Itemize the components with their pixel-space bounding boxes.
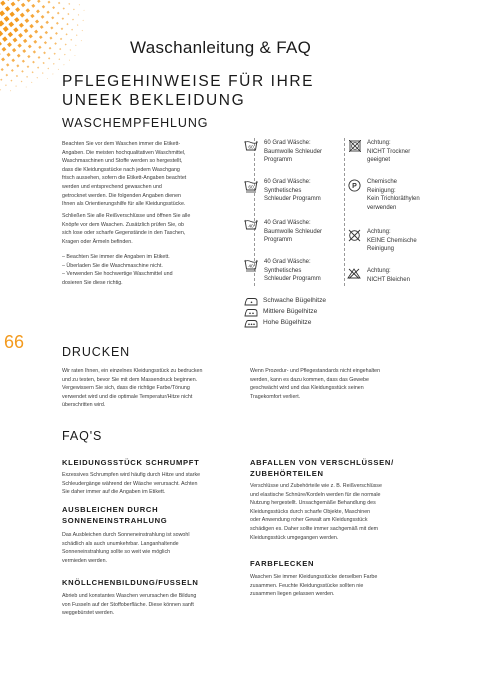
- title-line: KNÖLLCHENBILDUNG/FUSSELN: [62, 578, 199, 587]
- text-line: Tragekomfort verliert.: [250, 393, 301, 400]
- faq-heading: FAQ'S: [62, 429, 103, 443]
- text-line: sich lose oder scharfe Gegenstände in den Taschen,: [62, 230, 186, 237]
- text-line: verwendet wird und die optimale Temperatur/Hitze nicht: [62, 393, 193, 400]
- text-line: Schließen Sie alle Reißverschlüsse und öffnen Sie alle: [62, 213, 191, 219]
- svg-text:60: 60: [248, 145, 254, 151]
- text-line: weggebürstet werden.: [62, 610, 115, 617]
- svg-text:40: 40: [248, 224, 254, 230]
- text-line: verwenden: [367, 204, 397, 211]
- wash-60-synthetic-icon: [244, 180, 258, 193]
- bullet-item: – Verwenden Sie hochwertige Waschmittel und: [62, 271, 173, 278]
- text-line: Kleidungsstück umgegangen werden.: [250, 534, 339, 541]
- wash-heading: WASCHEMPFEHLUNG: [62, 116, 209, 130]
- text-line: von Fusseln auf der Stoffoberfläche. Diese können sanft: [62, 601, 194, 608]
- wash-symbol-text: [264, 219, 322, 245]
- text-line: und zu testen, bevor Sie mit dem Massendruck beginnen.: [62, 376, 198, 383]
- text-line: Waschen Sie immer Kleidungsstücke derselben Farbe: [250, 574, 378, 580]
- title-line: FARBFLECKEN: [250, 559, 315, 568]
- text-line: Knöpfe vor dem Waschen. Zusätzlich prüfen Sie, ob: [62, 221, 184, 228]
- text-line: Angaben. Die meisten hochqualitativen Waschmittel,: [62, 149, 186, 156]
- text-line: werden, kann es dazu kommen, dass das Gewebe: [250, 376, 369, 383]
- faq-question-title: [62, 457, 199, 468]
- text-line: Achtung:: [367, 229, 391, 235]
- wash-symbol-text: [264, 178, 321, 204]
- text-line: KEINE Chemische: [367, 237, 417, 244]
- text-line: Exzessives Schrumpfen wird häufig durch Hitze und starke: [62, 472, 201, 478]
- text-line: Wir raten Ihnen, ein einzelnes Kleidungsstück zu bedrucken: [62, 368, 203, 374]
- svg-text:40: 40: [248, 264, 254, 270]
- bullet-item: – Beachten Sie immer die Angaben im Etikett.: [62, 254, 170, 260]
- text-line: Chemische: [367, 179, 398, 185]
- text-line: Sonneneinstrahlung sollte so weit wie möglich: [62, 549, 171, 556]
- print-left-text: [62, 367, 240, 410]
- text-line: Abrieb und konstantes Waschen verursachen die Bildung: [62, 593, 197, 599]
- text-line: Achtung:: [367, 140, 391, 146]
- care-heading: [62, 72, 362, 110]
- iron-high-icon: [244, 319, 258, 328]
- bullet-item: – Überladen Sie die Waschmaschine nicht.: [62, 262, 163, 269]
- faq-question-title: [62, 577, 199, 588]
- care-heading-line: PFLEGEHINWEISE FÜR IHRE: [62, 73, 315, 90]
- faq-question-title: [250, 457, 394, 479]
- title-line: AUSBLEICHEN DURCH: [62, 505, 159, 514]
- text-line: geschwächt wird und das Kleidungsstück seinen: [250, 385, 364, 392]
- iron-label: Hohe Bügelhitze: [263, 319, 312, 326]
- bullet-item: dosieren Sie diese richtig.: [62, 279, 123, 286]
- text-line: Synthetisches: [264, 187, 302, 194]
- text-line: 40 Grad Wäsche:: [264, 220, 311, 226]
- wash-40-synthetic-icon: [244, 259, 258, 272]
- text-line: zusammen. Feuchte Kleidungsstücke sollten nie: [250, 582, 364, 589]
- text-line: Beachten Sie vor dem Waschen immer die Etikett-: [62, 141, 181, 147]
- text-line: dass die Kleidungsstücke nach jedem Waschgang: [62, 166, 180, 173]
- wash-bullets: [62, 253, 237, 287]
- text-line: Nutzung hergestellt. Unsachgemäße Behandlung des: [250, 500, 376, 507]
- text-line: schädigen es. Daher sollte immer sachgemäß mit dem: [250, 525, 379, 532]
- page-number: 66: [4, 332, 25, 352]
- text-line: frisch aussehen, sofern die Etikett-Angaben beachtet: [62, 175, 187, 182]
- caution-text: [367, 139, 410, 165]
- print-right-text: [250, 367, 430, 401]
- text-line: Schleuder Programm: [264, 196, 321, 203]
- wash-40-icon: [244, 219, 258, 230]
- faq-answer: [62, 531, 242, 565]
- text-line: Verschlüsse und Zubehörteile wie z. B. Reißverschlüsse: [250, 483, 382, 489]
- caution-text: [367, 228, 417, 254]
- text-line: geeignet: [367, 157, 391, 164]
- text-line: getrocknet werden. Die folgenden Angaben dienen: [62, 192, 181, 199]
- faq-question-title: [62, 504, 167, 526]
- wash-symbol-text: [264, 139, 322, 165]
- text-line: Schleudergänge während der Wäsche verursacht. Achten: [62, 480, 198, 487]
- text-line: Programm: [264, 237, 293, 244]
- text-line: 40 Grad Wäsche:: [264, 259, 311, 265]
- title-line: ABFALLEN VON VERSCHLÜSSEN/: [250, 458, 394, 467]
- no-bleach-icon: [347, 268, 361, 279]
- wash-symbol-text: [264, 258, 321, 284]
- text-line: Synthetisches: [264, 267, 302, 274]
- text-line: NICHT Trockner: [367, 148, 411, 155]
- text-line: vermieden werden.: [62, 557, 108, 564]
- svg-text:60: 60: [248, 185, 254, 191]
- text-line: Ihnen als Orientierungshilfe für alle Kleidungsstücke.: [62, 201, 186, 208]
- faq-answer: [250, 482, 430, 542]
- svg-text:P: P: [352, 183, 357, 190]
- no-tumble-dry-icon: [349, 140, 361, 152]
- text-line: Reinigung: [367, 246, 395, 253]
- title-line: ZUBEHÖRTEILEN: [250, 469, 324, 478]
- text-line: und elastische Schnüre/Kordeln werden für die normale: [250, 491, 381, 498]
- faq-answer: [62, 471, 242, 497]
- print-heading: DRUCKEN: [62, 345, 131, 359]
- iron-label: Mittlere Bügelhitze: [263, 308, 318, 315]
- faq-answer: [62, 592, 242, 618]
- text-line: Achtung:: [367, 268, 391, 274]
- text-line: überschritten wird.: [62, 402, 106, 409]
- text-line: 60 Grad Wäsche:: [264, 179, 311, 185]
- caution-text: [367, 178, 420, 212]
- text-line: schädlich als auch unumkehrbar. Langanhaltende: [62, 540, 179, 547]
- text-line: Kragen oder Ärmeln befinden.: [62, 238, 133, 245]
- text-line: Baumwolle Schleuder: [264, 228, 323, 235]
- title-line: KLEIDUNGSSTÜCK SCHRUMPFT: [62, 458, 200, 467]
- caution-text: [367, 267, 410, 284]
- text-line: Baumwolle Schleuder: [264, 148, 323, 155]
- title-line: SONNENEINSTRAHLUNG: [62, 516, 168, 525]
- page-title: Waschanleitung & FAQ: [130, 38, 312, 57]
- text-line: oder Anwendung roher Gewalt am Kleidungsstück: [250, 517, 368, 524]
- iron-label: Schwache Bügelhitze: [263, 297, 327, 304]
- text-line: Kleidungsstücks durch scharfe Objekte, Maschinen: [250, 508, 371, 515]
- text-line: Vergewissern Sie sich, dass die richtige Farbe/Tönung: [62, 385, 190, 392]
- text-line: Reinigung:: [367, 187, 396, 194]
- text-line: Programm: [264, 157, 293, 164]
- text-line: Kein Trichloräthylen: [367, 196, 420, 203]
- text-line: Sie daher immer auf die Angaben im Etikett.: [62, 489, 166, 496]
- wash-intro: [62, 140, 237, 209]
- wash-para2: [62, 212, 237, 246]
- divider: [344, 138, 345, 286]
- iron-medium-icon: [244, 308, 258, 317]
- text-line: Schleuder Programm: [264, 276, 321, 283]
- faq-question-title: [250, 558, 314, 569]
- dry-clean-p-icon: [348, 179, 361, 192]
- text-line: werden und entsprechend gewaschen und: [62, 183, 162, 190]
- faq-answer: [250, 573, 430, 599]
- text-line: NICHT Bleichen: [367, 276, 410, 283]
- text-line: Waschmaschinen und Stoffe werden so hergestellt,: [62, 158, 183, 165]
- care-heading-line: UNEEK BEKLEIDUNG: [62, 92, 246, 109]
- text-line: Das Ausbleichen durch Sonneneinstrahlung ist sowohl: [62, 532, 190, 538]
- text-line: zusammen liegen gelassen werden.: [250, 591, 335, 598]
- text-line: Wenn Prozedur- und Pflegestandards nicht eingehalten: [250, 368, 381, 374]
- iron-low-icon: [244, 297, 258, 306]
- no-dry-clean-icon: [348, 229, 361, 242]
- text-line: 60 Grad Wäsche:: [264, 140, 311, 146]
- wash-60-icon: [244, 140, 258, 151]
